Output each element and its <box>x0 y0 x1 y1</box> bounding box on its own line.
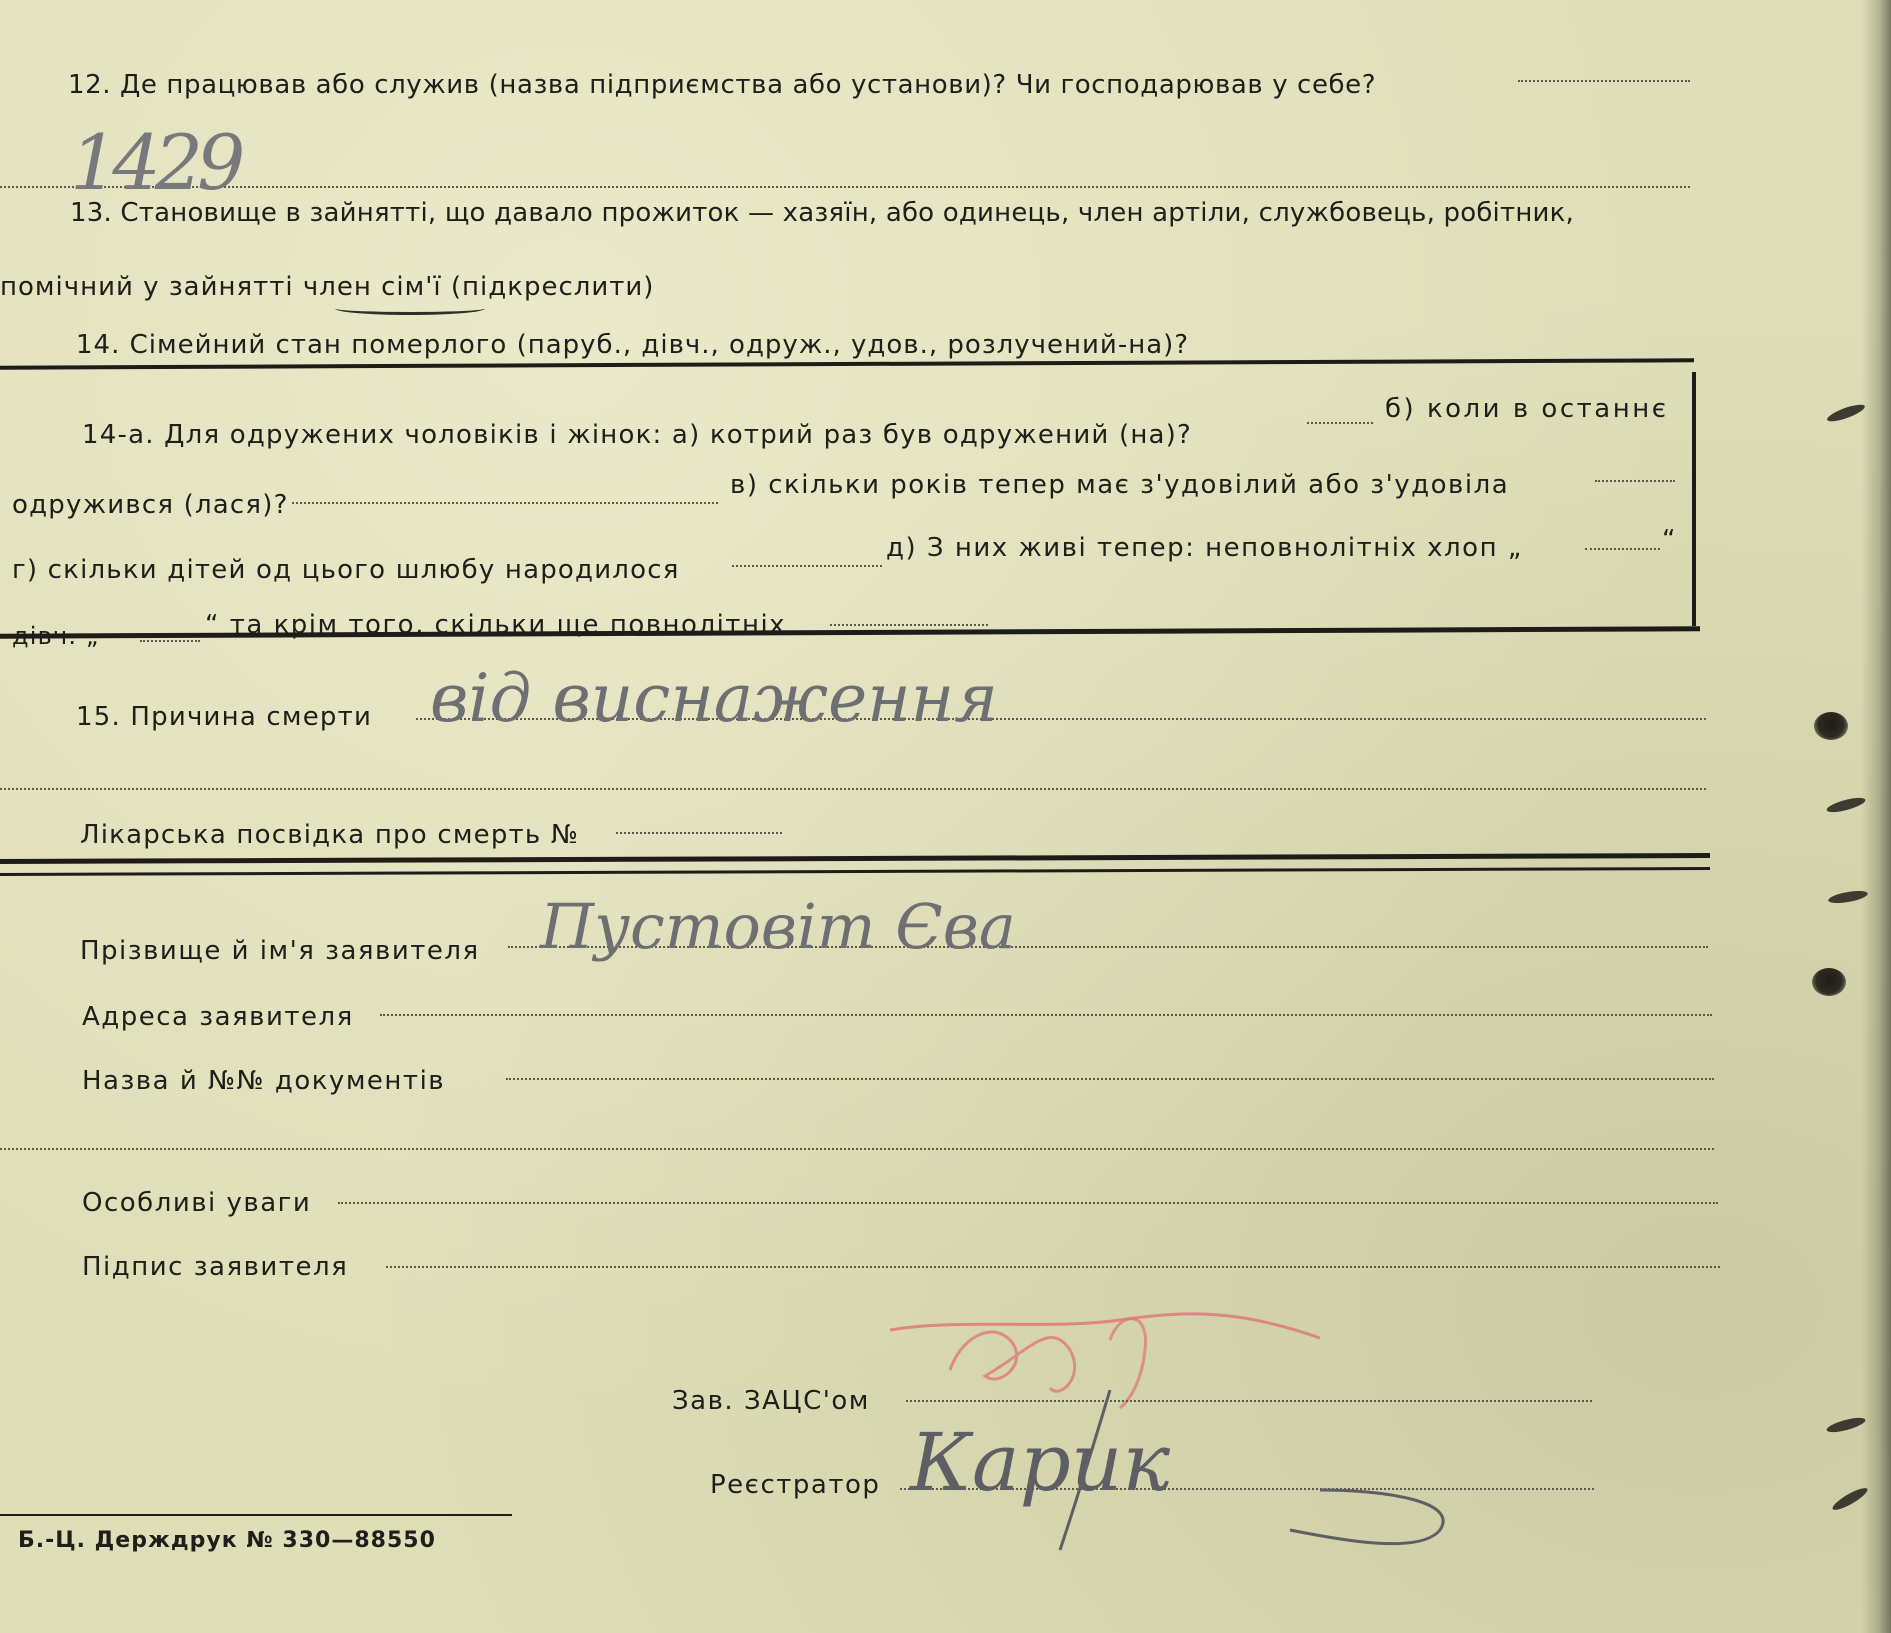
applicant-address-label: Адреса заявителя <box>82 1002 354 1032</box>
handwritten-cause-of-death: від виснаження <box>430 660 998 737</box>
head-zags-label: Зав. ЗАЦС'ом <box>672 1386 870 1416</box>
q14a-children-born-dotted <box>732 565 882 567</box>
q14a-line4b-text: “ та крім того, скільки ще повнолітніх <box>205 610 787 640</box>
signature-flourish <box>960 1380 1480 1560</box>
q14a-line1b-text: б) коли в останнє <box>1385 394 1669 424</box>
q14a-line2b-text: в) скільки років тепер має з'удовілий або з'удовіла <box>730 470 1510 500</box>
q13-text-line1: 13. Становище в зайнятті, що давало прожиток — хазяїн, або одинець, член артіли, службовець, робітник, <box>70 198 1574 228</box>
q12-text: 12. Де працював або служив (назва підприємства або установи)? Чи господарював у себе? <box>68 70 1377 100</box>
q14a-line3b-text: д) З них живі тепер: неповнолітніх хлоп „ <box>886 533 1523 563</box>
q14a-adults-dotted <box>830 624 988 626</box>
medical-certificate-dotted <box>616 832 782 834</box>
underline-family-member <box>335 302 485 315</box>
q15-dotted-line-2 <box>0 788 1706 790</box>
paper-right-edge <box>1861 0 1891 1633</box>
medical-certificate-label: Лікарська посвідка про смерть № <box>80 820 580 850</box>
double-rule-bottom <box>0 867 1710 876</box>
double-rule-top <box>0 853 1710 864</box>
applicant-address-dotted <box>380 1014 1712 1016</box>
box-top-border <box>0 358 1694 369</box>
remarks-dotted <box>338 1202 1718 1204</box>
q14a-last-married-dotted <box>292 502 718 504</box>
q14a-line1-text: 14-а. Для одружених чоловіків і жінок: а) котрий раз був одружений (на)? <box>82 420 1192 450</box>
punch-hole-2 <box>1812 968 1846 996</box>
q13-text-line2: помічний у зайнятті член сім'ї (підкреслити) <box>0 272 655 302</box>
q14a-widowed-years-dotted <box>1595 480 1675 482</box>
remarks-label: Особливі уваги <box>82 1188 312 1218</box>
registrar-label: Реєстратор <box>710 1470 881 1500</box>
handwritten-applicant-name: Пустовіт Єва <box>540 890 1016 963</box>
q12-dotted-line-2 <box>0 186 1690 188</box>
q14a-line4-text: дівч. „ <box>12 622 100 650</box>
signature-label: Підпис заявителя <box>82 1252 349 1282</box>
registrar-signature: Карик <box>910 1416 1171 1509</box>
printer-note: Б.-Ц. Держдрук № 330—88550 <box>18 1528 436 1553</box>
q14a-line3-text: г) скільки дітей од цього шлюбу народилося <box>12 555 680 585</box>
punch-hole-1 <box>1814 712 1848 740</box>
signature-dotted <box>386 1266 1720 1268</box>
printer-note-rule <box>0 1514 512 1516</box>
applicant-name-label: Прізвище й ім'я заявителя <box>80 936 480 966</box>
q14a-minor-boys-dotted <box>1585 548 1660 550</box>
q14-text: 14. Сімейний стан померлого (паруб., дівч., одруж., удов., розлучений-на)? <box>76 330 1190 360</box>
q14a-line2-text: одружився (лася)? <box>12 490 289 520</box>
q14a-line3c-text: “ <box>1662 525 1677 555</box>
q12-dotted-line <box>1518 80 1690 82</box>
q14a-minor-girls-dotted <box>140 640 200 642</box>
documents-dotted-2 <box>0 1148 1714 1150</box>
handwritten-page-number: 1429 <box>70 118 240 207</box>
q14a-times-married-dotted <box>1307 422 1373 424</box>
q15-label: 15. Причина смерти <box>76 702 373 732</box>
documents-label: Назва й №№ документів <box>82 1066 446 1096</box>
box-right-border <box>1692 372 1696 626</box>
documents-dotted <box>506 1078 1714 1080</box>
